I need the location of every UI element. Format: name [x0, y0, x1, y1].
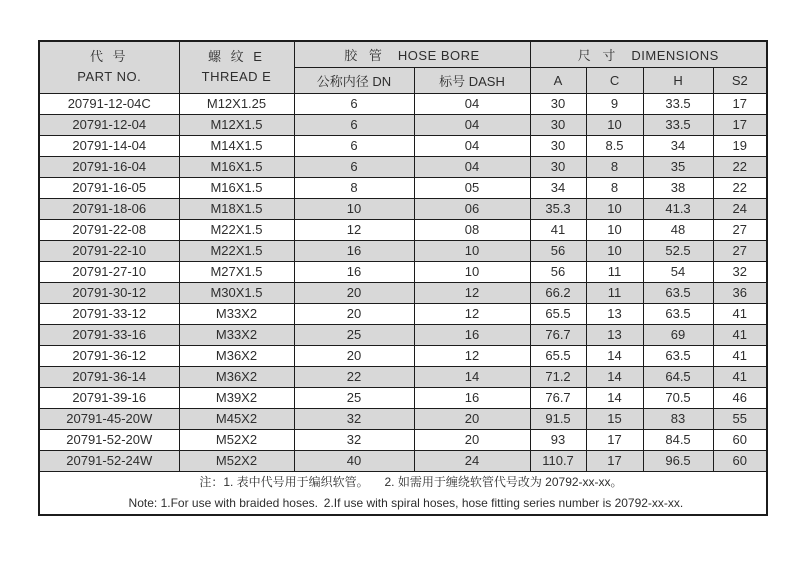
cell-thread: M12X1.25 — [179, 93, 294, 114]
cell-thread: M33X2 — [179, 324, 294, 345]
cell-c: 17 — [586, 450, 643, 471]
header-s2: S2 — [713, 67, 767, 93]
cell-dash: 12 — [414, 282, 530, 303]
cell-dash: 06 — [414, 198, 530, 219]
note-line-en — [42, 493, 764, 514]
header-dimensions-en: DIMENSIONS — [631, 47, 719, 63]
note-zh-1: 注：1. 表中代号用于编织软管。 — [199, 474, 369, 489]
table-footer — [39, 471, 767, 515]
cell-dn: 32 — [294, 429, 414, 450]
table-row — [39, 345, 767, 366]
cell-c: 13 — [586, 324, 643, 345]
cell-h: 63.5 — [643, 345, 713, 366]
cell-dn: 20 — [294, 282, 414, 303]
cell-dn: 6 — [294, 114, 414, 135]
cell-h: 70.5 — [643, 387, 713, 408]
cell-dash: 20 — [414, 408, 530, 429]
cell-dn: 25 — [294, 387, 414, 408]
header-h: H — [643, 67, 713, 93]
cell-dn: 10 — [294, 198, 414, 219]
cell-h: 64.5 — [643, 366, 713, 387]
table-row — [39, 240, 767, 261]
table-row — [39, 282, 767, 303]
cell-s2: 22 — [713, 156, 767, 177]
cell-dn: 6 — [294, 93, 414, 114]
cell-h: 63.5 — [643, 282, 713, 303]
cell-a: 56 — [530, 240, 586, 261]
cell-dn: 6 — [294, 156, 414, 177]
hose-fitting-spec-table — [38, 40, 768, 516]
cell-part-no: 20791-36-12 — [39, 345, 179, 366]
cell-s2: 17 — [713, 114, 767, 135]
header-thread-zh: 螺 纹 E — [208, 49, 265, 65]
cell-a: 93 — [530, 429, 586, 450]
cell-thread: M39X2 — [179, 387, 294, 408]
cell-h: 52.5 — [643, 240, 713, 261]
cell-h: 41.3 — [643, 198, 713, 219]
cell-s2: 24 — [713, 198, 767, 219]
cell-c: 11 — [586, 261, 643, 282]
header-thread — [179, 41, 294, 93]
table-row — [39, 303, 767, 324]
cell-h: 38 — [643, 177, 713, 198]
cell-s2: 41 — [713, 303, 767, 324]
cell-part-no: 20791-39-16 — [39, 387, 179, 408]
cell-dash: 04 — [414, 135, 530, 156]
cell-thread: M22X1.5 — [179, 219, 294, 240]
table-row — [39, 366, 767, 387]
cell-c: 8 — [586, 177, 643, 198]
cell-thread: M18X1.5 — [179, 198, 294, 219]
cell-part-no: 20791-18-06 — [39, 198, 179, 219]
cell-s2: 27 — [713, 219, 767, 240]
header-dimensions-zh: 尺 寸 — [577, 47, 620, 63]
cell-s2: 27 — [713, 240, 767, 261]
cell-h: 69 — [643, 324, 713, 345]
cell-dash: 12 — [414, 303, 530, 324]
table-row — [39, 135, 767, 156]
cell-part-no: 20791-36-14 — [39, 366, 179, 387]
cell-part-no: 20791-22-08 — [39, 219, 179, 240]
cell-s2: 41 — [713, 324, 767, 345]
cell-c: 14 — [586, 387, 643, 408]
cell-a: 56 — [530, 261, 586, 282]
cell-part-no: 20791-33-16 — [39, 324, 179, 345]
cell-c: 8 — [586, 156, 643, 177]
cell-c: 11 — [586, 282, 643, 303]
cell-part-no: 20791-27-10 — [39, 261, 179, 282]
cell-dn: 32 — [294, 408, 414, 429]
cell-dash: 04 — [414, 93, 530, 114]
cell-a: 30 — [530, 93, 586, 114]
header-a: A — [530, 67, 586, 93]
table-body — [39, 93, 767, 471]
note-en-1: Note: 1.For use with braided hoses. — [128, 495, 318, 510]
cell-a: 66.2 — [530, 282, 586, 303]
cell-part-no: 20791-12-04 — [39, 114, 179, 135]
cell-thread: M14X1.5 — [179, 135, 294, 156]
table-row — [39, 408, 767, 429]
cell-c: 9 — [586, 93, 643, 114]
cell-part-no: 20791-45-20W — [39, 408, 179, 429]
cell-thread: M33X2 — [179, 303, 294, 324]
cell-part-no: 20791-16-04 — [39, 156, 179, 177]
cell-thread: M12X1.5 — [179, 114, 294, 135]
cell-h: 33.5 — [643, 93, 713, 114]
cell-thread: M52X2 — [179, 429, 294, 450]
table-row — [39, 261, 767, 282]
cell-part-no: 20791-52-24W — [39, 450, 179, 471]
cell-h: 84.5 — [643, 429, 713, 450]
cell-dn: 12 — [294, 219, 414, 240]
cell-dn: 8 — [294, 177, 414, 198]
cell-dn: 20 — [294, 303, 414, 324]
cell-a: 76.7 — [530, 324, 586, 345]
header-hose-bore-zh: 胶 管 — [344, 47, 386, 63]
cell-dash: 16 — [414, 387, 530, 408]
cell-dash: 24 — [414, 450, 530, 471]
cell-s2: 32 — [713, 261, 767, 282]
cell-a: 76.7 — [530, 387, 586, 408]
cell-dash: 20 — [414, 429, 530, 450]
header-part-no-en: PART NO. — [77, 69, 142, 85]
cell-s2: 17 — [713, 93, 767, 114]
table-header — [39, 41, 767, 93]
cell-dash: 14 — [414, 366, 530, 387]
cell-dash: 08 — [414, 219, 530, 240]
cell-a: 35.3 — [530, 198, 586, 219]
table-row — [39, 177, 767, 198]
cell-c: 10 — [586, 240, 643, 261]
cell-a: 30 — [530, 135, 586, 156]
cell-dn: 22 — [294, 366, 414, 387]
table-row — [39, 387, 767, 408]
cell-a: 110.7 — [530, 450, 586, 471]
cell-h: 34 — [643, 135, 713, 156]
cell-thread: M27X1.5 — [179, 261, 294, 282]
cell-s2: 55 — [713, 408, 767, 429]
cell-a: 30 — [530, 156, 586, 177]
table-row — [39, 156, 767, 177]
cell-s2: 19 — [713, 135, 767, 156]
cell-a: 65.5 — [530, 303, 586, 324]
cell-a: 91.5 — [530, 408, 586, 429]
cell-s2: 22 — [713, 177, 767, 198]
cell-c: 15 — [586, 408, 643, 429]
table-row — [39, 219, 767, 240]
table-row — [39, 198, 767, 219]
cell-a: 65.5 — [530, 345, 586, 366]
cell-dash: 12 — [414, 345, 530, 366]
cell-h: 63.5 — [643, 303, 713, 324]
cell-s2: 41 — [713, 366, 767, 387]
cell-thread: M16X1.5 — [179, 156, 294, 177]
cell-s2: 46 — [713, 387, 767, 408]
cell-h: 96.5 — [643, 450, 713, 471]
cell-dn: 40 — [294, 450, 414, 471]
cell-dn: 16 — [294, 261, 414, 282]
cell-thread: M36X2 — [179, 345, 294, 366]
header-c: C — [586, 67, 643, 93]
cell-s2: 41 — [713, 345, 767, 366]
cell-dash: 04 — [414, 114, 530, 135]
cell-part-no: 20791-22-10 — [39, 240, 179, 261]
header-part-no-zh: 代 号 — [89, 49, 129, 65]
cell-s2: 60 — [713, 429, 767, 450]
cell-part-no: 20791-16-05 — [39, 177, 179, 198]
cell-dash: 16 — [414, 324, 530, 345]
cell-thread: M22X1.5 — [179, 240, 294, 261]
cell-s2: 60 — [713, 450, 767, 471]
table-row — [39, 450, 767, 471]
cell-c: 14 — [586, 366, 643, 387]
header-hose-bore-group — [294, 41, 530, 67]
cell-h: 48 — [643, 219, 713, 240]
cell-thread: M36X2 — [179, 366, 294, 387]
note-line-zh — [42, 472, 764, 493]
cell-c: 14 — [586, 345, 643, 366]
cell-h: 83 — [643, 408, 713, 429]
cell-part-no: 20791-12-04C — [39, 93, 179, 114]
header-dn: 公称内径 DN — [294, 67, 414, 93]
cell-a: 30 — [530, 114, 586, 135]
cell-a: 41 — [530, 219, 586, 240]
cell-part-no: 20791-14-04 — [39, 135, 179, 156]
header-part-no — [39, 41, 179, 93]
cell-thread: M30X1.5 — [179, 282, 294, 303]
cell-a: 71.2 — [530, 366, 586, 387]
header-dimensions-group — [530, 41, 767, 67]
table-row — [39, 114, 767, 135]
cell-part-no: 20791-30-12 — [39, 282, 179, 303]
cell-part-no: 20791-52-20W — [39, 429, 179, 450]
cell-dash: 04 — [414, 156, 530, 177]
cell-dash: 05 — [414, 177, 530, 198]
notes-cell — [39, 471, 767, 515]
cell-s2: 36 — [713, 282, 767, 303]
cell-dn: 25 — [294, 324, 414, 345]
note-zh-2: 2. 如需用于缠绕软管代号改为 20792-xx-xx。 — [384, 474, 623, 489]
cell-h: 33.5 — [643, 114, 713, 135]
cell-dash: 10 — [414, 240, 530, 261]
header-dash: 标号 DASH — [414, 67, 530, 93]
header-thread-en: THREAD E — [201, 69, 272, 85]
cell-c: 10 — [586, 114, 643, 135]
cell-part-no: 20791-33-12 — [39, 303, 179, 324]
table-row — [39, 324, 767, 345]
cell-c: 10 — [586, 219, 643, 240]
cell-thread: M45X2 — [179, 408, 294, 429]
cell-c: 10 — [586, 198, 643, 219]
cell-thread: M16X1.5 — [179, 177, 294, 198]
cell-h: 54 — [643, 261, 713, 282]
table-row — [39, 93, 767, 114]
cell-dn: 16 — [294, 240, 414, 261]
header-hose-bore-en: HOSE BORE — [397, 47, 480, 63]
cell-dn: 6 — [294, 135, 414, 156]
cell-dash: 10 — [414, 261, 530, 282]
cell-h: 35 — [643, 156, 713, 177]
cell-dn: 20 — [294, 345, 414, 366]
cell-a: 34 — [530, 177, 586, 198]
cell-c: 8.5 — [586, 135, 643, 156]
cell-c: 13 — [586, 303, 643, 324]
note-en-2: 2.If use with spiral hoses, hose fitting series number is 20792-xx-xx. — [323, 495, 684, 510]
cell-thread: M52X2 — [179, 450, 294, 471]
cell-c: 17 — [586, 429, 643, 450]
table-row — [39, 429, 767, 450]
